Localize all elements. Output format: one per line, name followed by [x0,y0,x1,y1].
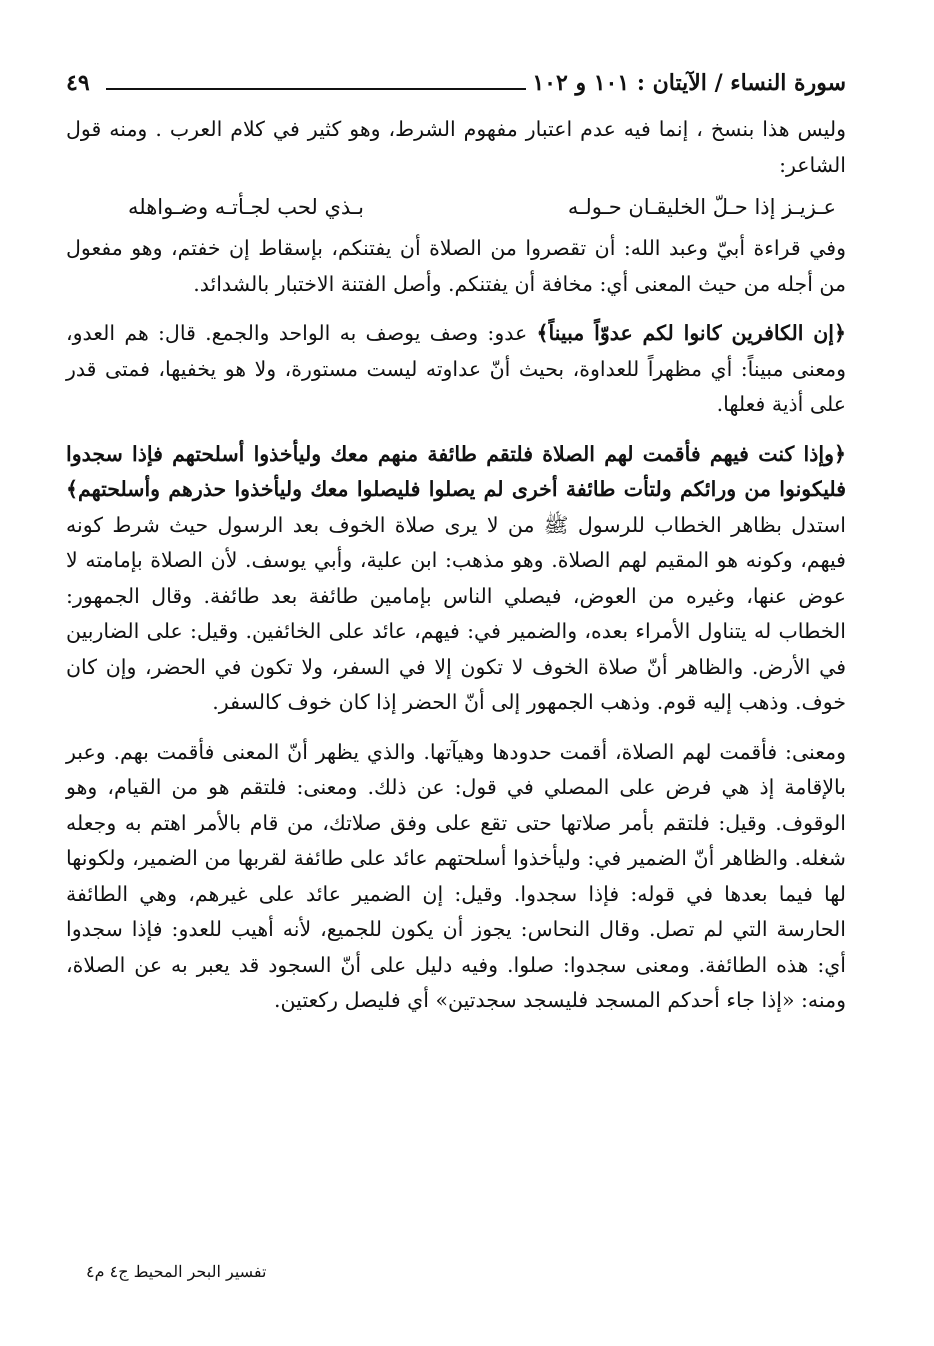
paragraph-4 [66,437,846,721]
spacer [66,423,846,437]
paragraph-2: وفي قراءة أبيّ وعبد الله: أن تقصروا من الصلاة أن يفتنكم، بإسقاط إن خفتم، وهو مفعول من أجله من حيث المعنى أي: مخافة أن يفتنكم. وأصل الفتنة الاختبار بالشدائد. [66,236,846,296]
poetry-verse [66,183,846,231]
spacer [66,302,846,316]
spacer [66,721,846,735]
verse-hemistich-1: عـزيـز إذا حـلّ الخليقـان حـولـه [567,195,836,219]
quran-quote-2: ﴿وإذا كنت فيهم فأقمت لهم الصلاة فلتقم طائفة منهم معك وليأخذوا أسلحتهم فإذا سجدوا فليكونوا من ورائكم ولتأت طائفة أخرى لم يصلوا فليصلوا معك وليأخذوا حذرهم وأسلحتهم﴾ [66,441,846,501]
running-header [66,66,846,106]
paragraph-4-text: استدل بظاهر الخطاب للرسول ﷺ من لا يرى صلاة الخوف بعد الرسول حيث شرط كونه فيهم، وكونه هو المقيم لهم الصلاة. وهو مذهب: ابن علية، وأبي يوسف. لأن الصلاة بإمامته لا عوض عنها، وغيره من العوض، فيصلي الناس بإمامين طائفة بعد طائفة. وقال الجمهور: الخطاب له يتناول الأمراء بعده، والضمير في: فيهم، عائد على الخائفين. وقيل: على الضاربين في الأرض. والظاهر أنّ صلاة الخوف لا تكون إلا في السفر، ولا تكون في الحضر، وإن كان خوف. وذهب إليه قوم. وذهب الجمهور إلى أنّ الحضر إذا كان خوف كالسفر. [66,512,846,714]
page [66,66,846,1019]
quran-quote-1: ﴿إن الكافرين كانوا لكم عدوّاً مبيناً﴾ [536,321,847,345]
paragraph-3 [66,316,846,423]
verse-hemistich-2: بـذي لحب لجـأتـه وضـواهله [128,195,364,219]
paragraph-1: وليس هذا بنسخ ، إنما فيه عدم اعتبار مفهوم الشرط، وهو كثير في كلام العرب . ومنه قول الشاعر: [66,117,846,177]
header-title: سورة النساء / الآيتان : ١٠١ و ١٠٢ [524,70,846,96]
paragraph-3-text: عدو: وصف يوصف به الواحد والجمع. قال: هم العدو، ومعنى مبيناً: أي مظهراً للعداوة، بحيث أنّ عداوته ليست مستورة، ولا هو يخفيها، فمتى قدر على أذية فعلها. [66,321,846,416]
header-rule [106,88,526,90]
footer-signature: تفسير البحر المحيط ج٤ م٤ [86,1262,267,1281]
paragraph-5: ومعنى: فأقمت لهم الصلاة، أقمت حدودها وهيآتها. والذي يظهر أنّ المعنى فأقمت بهم. وعبر بالإقامة إذ هي فرض على المصلي في قول: عن ذلك. ومعنى: فلتقم هو من القيام، وهو الوقوف. وقيل: فلتقم بأمر صلاتها حتى تقع على وفق صلاتك، من قام بالأمر اهتم به وجعله شغله. والظاهر أنّ الضمير في: وليأخذوا أسلحتهم عائد على طائفة لقربها من الضمير، ولكونها لها فيما بعدها في قوله: فإذا سجدوا. وقيل: إن الضمير عائد على غيرهم، وهي الطائفة الحارسة التي لم تصل. وقال النحاس: يجوز أن يكون للجميع، لأنه أهيب للعدو: فإذا سجدوا أي: هذه الطائفة. ومعنى سجدوا: صلوا. وفيه دليل على أنّ السجود قد يعبر به عن الصلاة، ومنه: «إذا جاء أحدكم المسجد فليسجد سجدتين» أي فليصل ركعتين. [66,739,846,1012]
page-number: ٤٩ [66,70,98,96]
